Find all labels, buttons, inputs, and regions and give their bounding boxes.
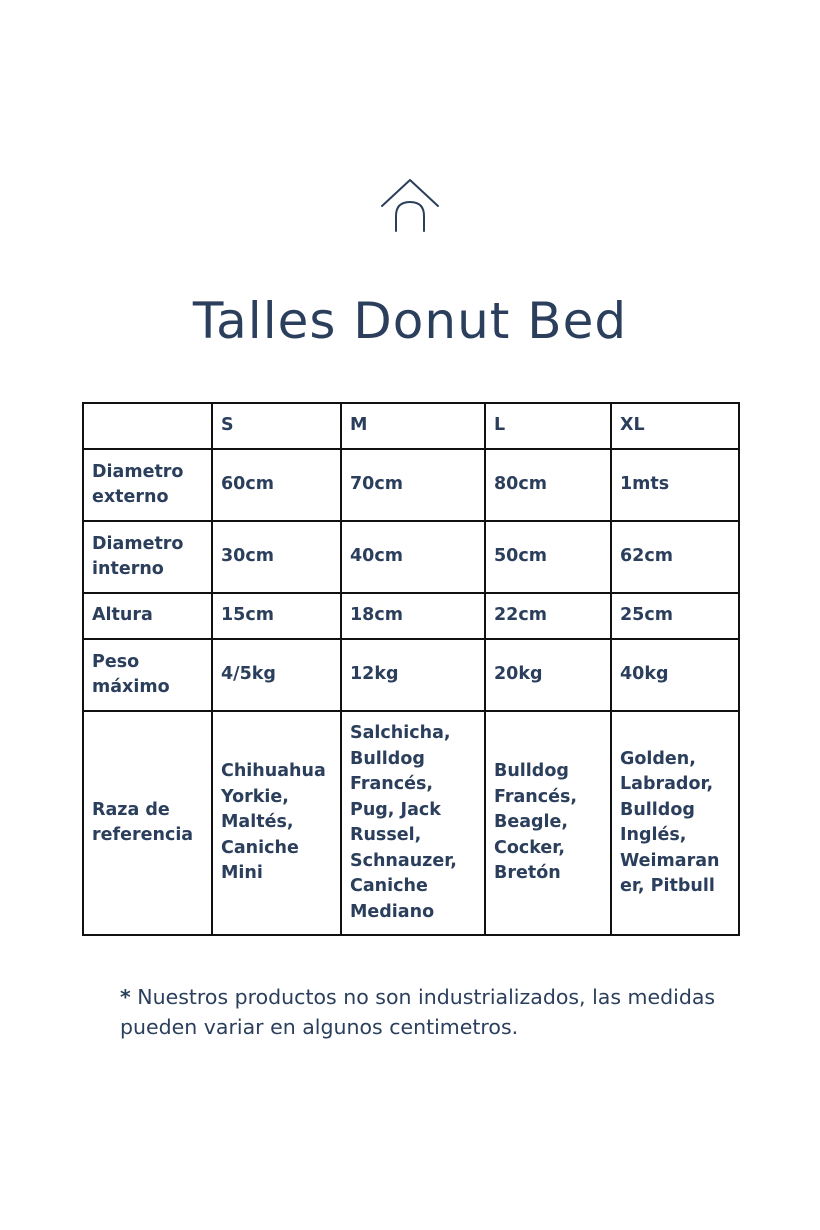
table-cell: 70cm xyxy=(341,449,485,521)
table-cell: 60cm xyxy=(212,449,341,521)
table-row xyxy=(83,593,739,639)
dog-house-icon xyxy=(378,176,442,234)
table-cell: 25cm xyxy=(611,593,739,639)
table-cell: 30cm xyxy=(212,521,341,593)
table-row xyxy=(83,449,739,521)
asterisk: * xyxy=(120,985,131,1009)
size-header-l: L xyxy=(485,403,611,449)
table-cell: 15cm xyxy=(212,593,341,639)
size-table xyxy=(82,402,740,936)
table-cell: Chihuahua Yorkie, Maltés, Caniche Mini xyxy=(212,711,341,935)
table-cell: 20kg xyxy=(485,639,611,711)
table-header-row xyxy=(83,403,739,449)
table-row xyxy=(83,711,739,935)
table-cell: Salchicha, Bulldog Francés, Pug, Jack Russel, Schnauzer, Caniche Mediano xyxy=(341,711,485,935)
table-row xyxy=(83,521,739,593)
table-cell: Bulldog Francés, Beagle, Cocker, Bretón xyxy=(485,711,611,935)
row-label: Peso máximo xyxy=(83,639,212,711)
disclaimer-note xyxy=(120,982,720,1042)
table-cell: 4/5kg xyxy=(212,639,341,711)
row-label: Diametro interno xyxy=(83,521,212,593)
table-cell: 22cm xyxy=(485,593,611,639)
size-header-s: S xyxy=(212,403,341,449)
size-header-xl: XL xyxy=(611,403,739,449)
table-cell: 40cm xyxy=(341,521,485,593)
table-cell: 18cm xyxy=(341,593,485,639)
row-label: Raza de referencia xyxy=(83,711,212,935)
row-label: Diametro externo xyxy=(83,449,212,521)
table-cell: 40kg xyxy=(611,639,739,711)
table-cell: 62cm xyxy=(611,521,739,593)
row-label: Altura xyxy=(83,593,212,639)
table-cell: Golden, Labrador, Bulldog Inglés, Weimaraner, Pitbull xyxy=(611,711,739,935)
size-header-m: M xyxy=(341,403,485,449)
table-cell: 50cm xyxy=(485,521,611,593)
table-corner-cell xyxy=(83,403,212,449)
table-row xyxy=(83,639,739,711)
table-cell: 80cm xyxy=(485,449,611,521)
page-title: Talles Donut Bed xyxy=(192,292,628,350)
table-cell: 12kg xyxy=(341,639,485,711)
table-cell: 1mts xyxy=(611,449,739,521)
disclaimer-text: Nuestros productos no son industrializados, las medidas pueden variar en algunos centimetros. xyxy=(120,985,716,1039)
